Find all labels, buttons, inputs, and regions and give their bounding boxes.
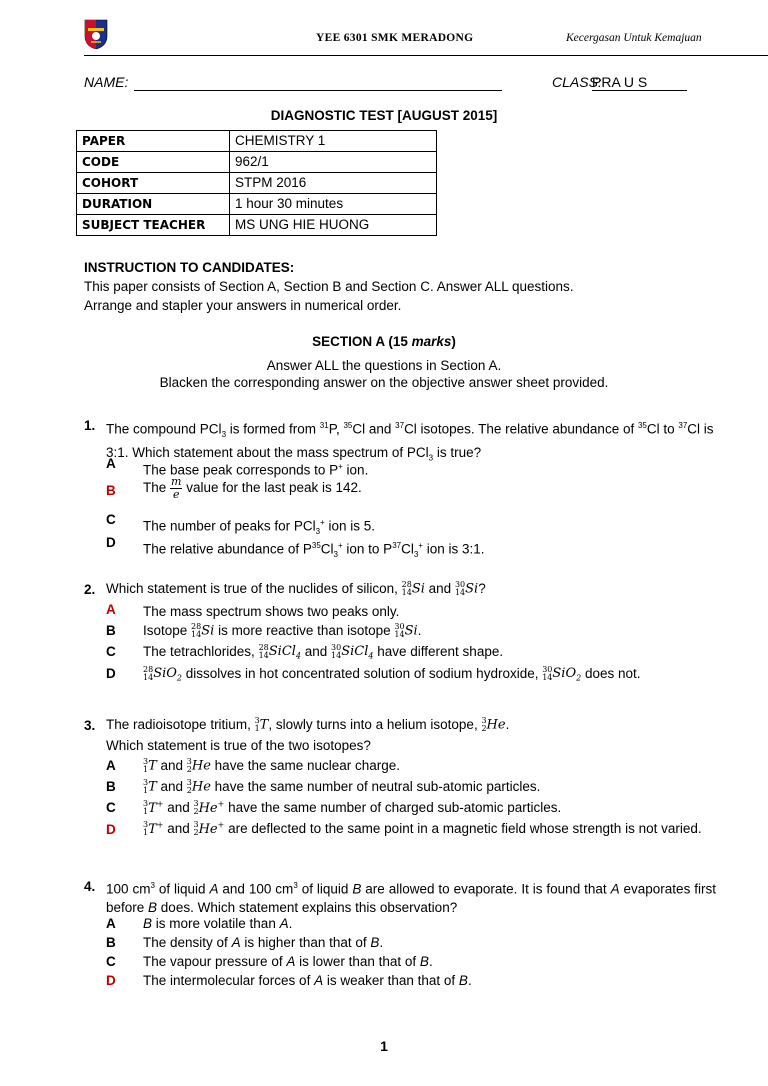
info-value: MS UNG HIE HUONG <box>230 215 437 236</box>
section-title: SECTION A (15 marks) <box>312 334 456 349</box>
option-letter: B <box>106 935 116 950</box>
question-number: 1. <box>84 418 96 433</box>
answer-option-letter: D <box>106 973 116 988</box>
info-value: 1 hour 30 minutes <box>230 194 437 215</box>
option-letter: A <box>106 758 116 773</box>
question-number: 4. <box>84 879 96 894</box>
option-letter: C <box>106 800 116 815</box>
instruction-line: This paper consists of Section A, Section B and Section C. Answer ALL questions. <box>84 279 574 294</box>
option-text: The $\frac{m}{e}$ value for the last peak is 142. <box>143 475 362 501</box>
option-text: The base peak corresponds to P+ ion. <box>143 462 369 478</box>
option-letter: D <box>106 535 116 550</box>
class-underline <box>592 90 687 91</box>
info-key: COHORT <box>77 173 230 194</box>
question-text: Which statement is true of the nuclides of silicon, 28 14 Si and 30 14 Si? <box>106 580 486 598</box>
option-letter: A <box>106 456 116 471</box>
instructions-heading: INSTRUCTION TO CANDIDATES: <box>84 260 295 275</box>
section-instruction: Blacken the corresponding answer on the objective answer sheet provided. <box>159 375 609 390</box>
answer-option-letter: D <box>106 822 116 837</box>
option-letter: B <box>106 779 116 794</box>
info-key: CODE <box>77 152 230 173</box>
class-value: PRA U S <box>592 74 648 90</box>
info-value: CHEMISTRY 1 <box>230 131 437 152</box>
option-letter: C <box>106 954 116 969</box>
info-value: STPM 2016 <box>230 173 437 194</box>
option-text: The mass spectrum shows two peaks only. <box>143 604 400 619</box>
option-letter: A <box>106 916 116 931</box>
option-text: The relative abundance of $P^{35}Cl_3^+$ ion to $P^{37}Cl_3^+$ ion is 3:1. <box>143 541 485 560</box>
question-number: 2. <box>84 582 96 597</box>
option-text: The number of peaks for PCl$_3$+ ion is 5. <box>143 518 375 537</box>
option-text: 3 1 T+ and 3 2 He+ are deflected to the same point in a magnetic field whose strength is not varied. <box>143 820 702 838</box>
question-number: 3. <box>84 718 96 733</box>
question-text: The radioisotope tritium, 3 1 T, slowly turns into a helium isotope, 3 2 He. <box>106 716 510 734</box>
question-text: The compound PCl$_3$ is formed from $^{31}$P, $^{35}$Cl and $^{37}$Cl isotopes. The relative abundance of $^{35}$Cl to $^{37}$Cl is 3:1. Which statement about the mass spectrum of PCl$_3$ is true? <box>106 421 714 463</box>
section-instruction: Answer ALL the questions in Section A. <box>266 358 502 373</box>
table-row <box>77 194 437 215</box>
school-motto: Kecergasan Untuk Kemajuan <box>566 32 702 44</box>
info-key: SUBJECT TEACHER <box>77 215 230 236</box>
instruction-line: Arrange and stapler your answers in numerical order. <box>84 298 402 313</box>
option-letter: B <box>106 623 116 638</box>
option-text: 3 1 T and 3 2 He have the same nuclear charge. <box>143 757 401 775</box>
question-text: Which statement is true of the two isotopes? <box>106 738 371 753</box>
table-row <box>77 152 437 173</box>
table-row <box>77 173 437 194</box>
header-divider <box>84 55 768 56</box>
option-text: Isotope 28 14 Si is more reactive than isotope 30 14 Si. <box>143 622 422 640</box>
info-key: DURATION <box>77 194 230 215</box>
school-name: YEE 6301 SMK MERADONG <box>316 32 474 44</box>
page-title: DIAGNOSTIC TEST [AUGUST 2015] <box>270 108 498 123</box>
option-text: The density of A is higher than that of B. <box>143 935 384 950</box>
paper-info-table <box>76 130 437 236</box>
info-value: 962/1 <box>230 152 437 173</box>
school-crest-logo <box>82 18 110 50</box>
option-letter: D <box>106 666 116 681</box>
answer-option-letter: B <box>106 483 116 498</box>
table-row <box>77 215 437 236</box>
page-number: 1 <box>380 1038 388 1054</box>
option-text: 3 1 T+ and 3 2 He+ have the same number of charged sub-atomic particles. <box>143 799 562 817</box>
option-text: B is more volatile than A. <box>143 916 293 931</box>
option-text: The tetrachlorides, 28 14 SiCl$_4$ and 30 14 SiCl$_4$ have different shape. <box>143 642 504 661</box>
question-text: 100 $cm^3$ of liquid A and 100 $cm^3$ of liquid B are allowed to evaporate. It is found that A evaporates first before B does. Which statement explains this observation? <box>106 881 716 915</box>
option-text: The intermolecular forces of A is weaker than that of B. <box>143 973 472 988</box>
class-label: CLASS: <box>552 74 602 90</box>
table-row <box>77 131 437 152</box>
info-key: PAPER <box>77 131 230 152</box>
name-label: NAME: <box>84 74 129 90</box>
option-letter: C <box>106 644 116 659</box>
page-header <box>0 0 768 56</box>
name-field[interactable] <box>134 90 502 91</box>
option-text: 3 1 T and 3 2 He have the same number of neutral sub-atomic particles. <box>143 778 541 796</box>
answer-option-letter: A <box>106 602 116 617</box>
option-text: 28 14 SiO$_2$ dissolves in hot concentrated solution of sodium hydroxide, 30 14 SiO$_2$ does not. <box>143 664 641 683</box>
option-text: The vapour pressure of A is lower than that of B. <box>143 954 433 969</box>
option-letter: C <box>106 512 116 527</box>
